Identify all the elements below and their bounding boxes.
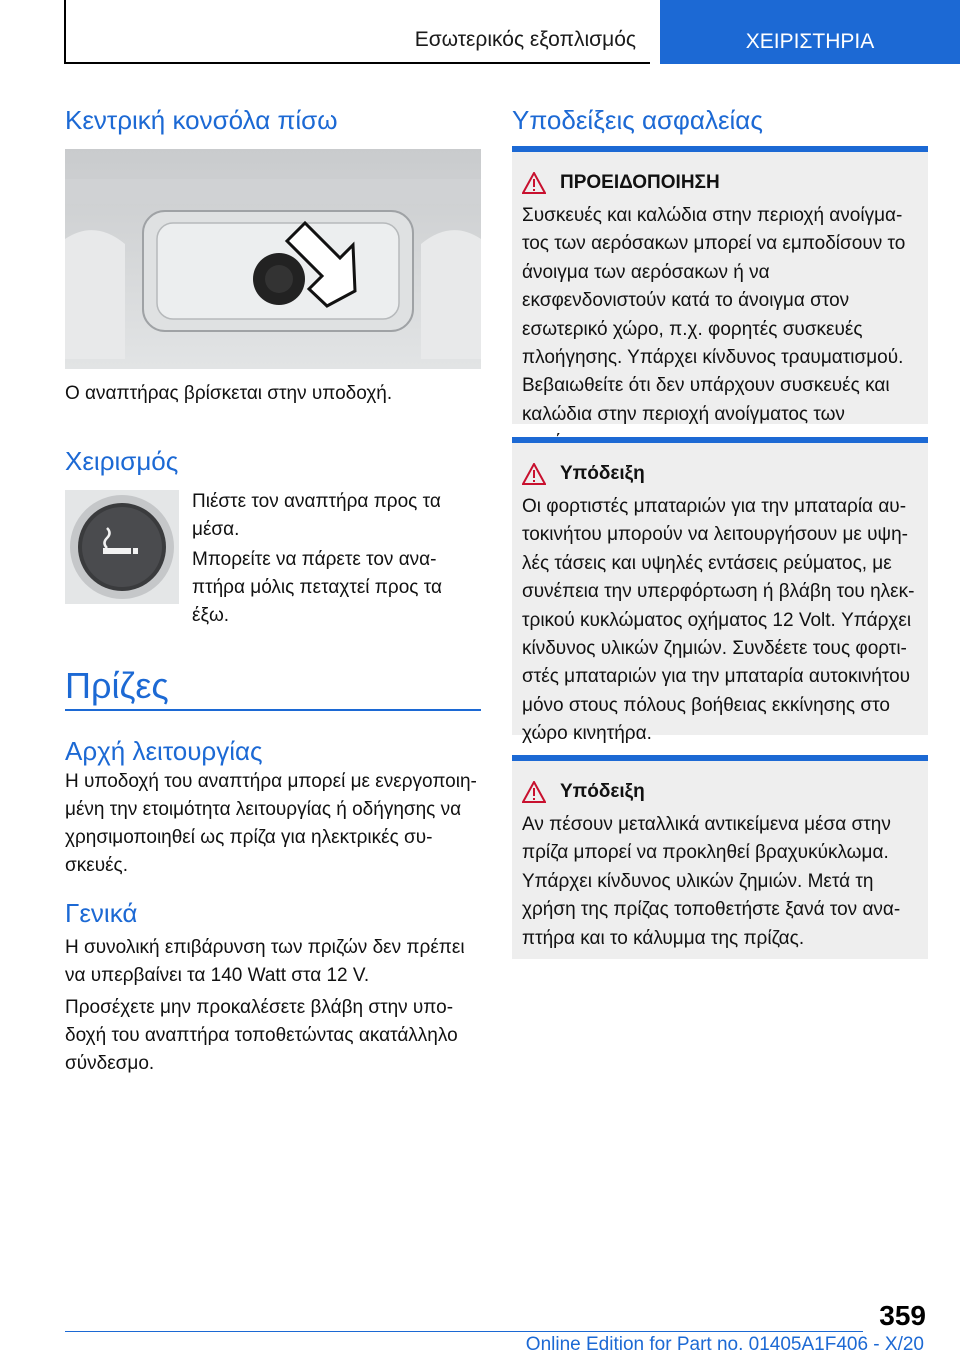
lighter-button-figure [65, 490, 179, 604]
warning-text: Συσκευές και καλώδια στην περιοχή ανοίγματος των αερόσακων μπορεί να εμποδίσουν το άνοιγμα των αερόσακων ή να εκσφενδονιστούν κατά το άνοιγμα στον εσωτερικό χώρο, π.χ. φορητές συσκευές πλοήγησης. Υπάρχει κίνδυνος τραυματισμού. Βεβαιωθείτε ότι δεν υπάρχουν συσκευές και καλώδια στην περιοχή ανοίγματος των [522, 205, 906, 425]
heading-principle: Αρχή λειτουργίας [65, 736, 263, 766]
footer-edition: Online Edition for Part no. 01405A1F406 - X/20 [525, 1334, 924, 1355]
notice-box-bar [512, 755, 928, 761]
warning-box-bar [512, 146, 928, 152]
header-bottom-rule [64, 62, 650, 64]
notice-title: Υπόδειξη [560, 463, 645, 484]
notice-triangle-icon [522, 781, 546, 803]
notice-box-short-circuit [512, 755, 928, 959]
page-number: 359 [879, 1300, 926, 1331]
heading-rear-console: Κεντρική κονσόλα πίσω [65, 105, 338, 135]
operation-step-2: Μπορείτε να πάρετε τον αναπτήρα μόλις πεταχτεί προς τα έξω. [192, 549, 442, 626]
lighter-caption: Ο αναπτήρας βρίσκεται στην υποδοχή. [65, 383, 393, 404]
warning-title: ΠΡΟΕΙΔΟΠΟΙΗΣΗ [560, 172, 720, 193]
warning-triangle-icon [522, 172, 546, 194]
cigarette-lighter-icon [65, 490, 179, 604]
console-illustration [65, 149, 481, 369]
warning-box [512, 146, 928, 424]
notice-triangle-icon [522, 463, 546, 485]
notice-text: Οι φορτιστές μπαταριών για την μπαταρία αυτοκινήτου μπορούν να λειτουργήσουν με υψηλές τάσεις και υψηλές εντάσεις ρεύματος, με συνέπεια την υπερφόρτωση ή βλάβη του ηλεκτρικού κυκλώματος οχήματος 12 Volt. Υπάρχει κίνδυνος υλικών ζημιών. Συνδέετε τους φορτιστές μπαταριών για την μπαταρία αυτοκινήτου μόνο στους πόλους βοήθειας εκκίνησης στο χώρο κινητήρα. [522, 496, 915, 745]
console-figure [65, 149, 481, 369]
notice-box-bar [512, 437, 928, 443]
general-text-2: Προσέχετε μην προκαλέσετε βλάβη στην υποδοχή του αναπτήρα τοποθετώντας ακατάλληλο σύνδεσμο. [65, 997, 458, 1074]
principle-text: Η υποδοχή του αναπτήρα μπορεί με ενεργοποιημένη την ετοιμότητα λειτουργίας ή οδήγησης να χρησιμοποιηθεί ως πρίζα για ηλεκτρικές συσκευές. [65, 771, 477, 876]
operation-step-1: Πιέστε τον αναπτήρα προς τα μέσα. [192, 491, 441, 540]
header-section-title: Εσωτερικός εξοπλισμός [414, 28, 636, 51]
sockets-rule [65, 709, 481, 711]
heading-general: Γενικά [65, 898, 138, 928]
notice-box-charger [512, 437, 928, 745]
footer-rule [65, 1331, 863, 1332]
header-chapter-tab[interactable]: ΧΕΙΡΙΣΤΗΡΙΑ [660, 0, 960, 64]
heading-operation: Χειρισμός [65, 446, 179, 476]
general-text-1: Η συνολική επιβάρυνση των πριζών δεν πρέπει να υπερβαίνει τα 140 Watt στα 12 V. [65, 937, 465, 986]
heading-safety: Υποδείξεις ασφαλείας [512, 105, 763, 135]
heading-sockets: Πρίζες [65, 665, 169, 706]
notice-text: Αν πέσουν μεταλλικά αντικείμενα μέσα στην πρίζα μπορεί να προκληθεί βραχυκύκλωμα. Υπάρχει κίνδυνος υλικών ζημιών. Μετά τη χρήση της πρίζας τοποθετήστε ξανά τον αναπτήρα και το κάλυμμα της πρίζας. [522, 814, 901, 949]
notice-title: Υπόδειξη [560, 781, 645, 802]
